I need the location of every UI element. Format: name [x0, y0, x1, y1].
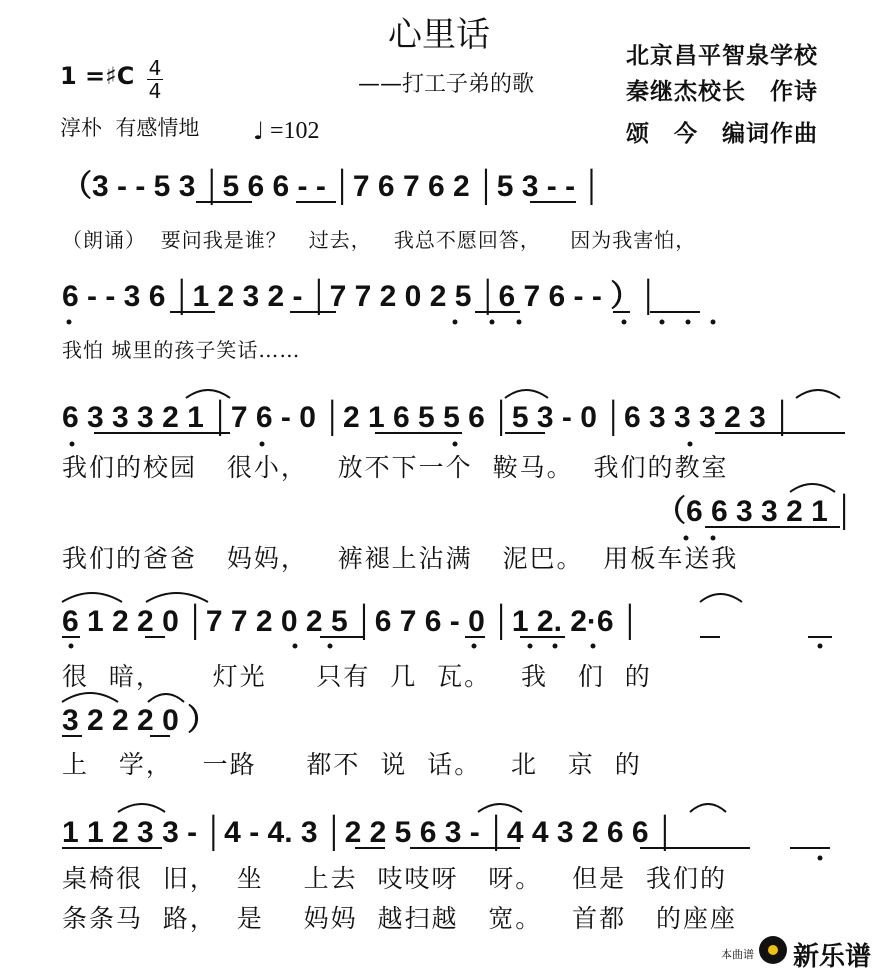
octave-dot — [818, 644, 823, 649]
slur-mark — [62, 693, 118, 702]
octave-dot — [260, 442, 265, 447]
slur-mark — [478, 804, 522, 812]
slur-mark — [690, 804, 726, 812]
octave-dot — [684, 536, 689, 541]
expression-marking: 淳朴 有感情地 — [60, 116, 200, 140]
octave-dot — [711, 536, 716, 541]
octave-dot — [67, 320, 72, 325]
octave-dot — [688, 442, 693, 447]
publisher-name: 新乐谱 — [793, 942, 872, 968]
song-subtitle: ——打工子弟的歌 — [358, 72, 535, 97]
notation-row-4: 6 1 2 2 0 │7 7 2 0 2 5 │6 7 6 - 0 │1 2. 2·6 │ — [62, 605, 641, 638]
lyric-row-3: 我们的校园 很小， 放不下一个 鞍马。 我们的教室 — [62, 453, 729, 482]
credit-line-2: 秦继杰校长 作诗 — [626, 78, 818, 105]
key-signature: 1 =♯C — [60, 62, 135, 90]
credit-line-3: 颂 今 编词作曲 — [626, 120, 818, 147]
octave-dot — [553, 644, 558, 649]
octave-dot — [293, 644, 298, 649]
slur-mark — [505, 390, 548, 398]
tempo-value: =102 — [270, 118, 320, 144]
lyric-row-6-verse-1: 桌椅很 旧， 坐 上去 吱吱呀 呀。 但是 我们的 — [62, 864, 728, 893]
quarter-note-icon: ♩ — [253, 117, 265, 145]
octave-dot — [528, 644, 533, 649]
lyric-row-5: 上 学， 一路 都不 说 话。 北 京 的 — [62, 750, 642, 779]
lyric-row-3b: 我们的爸爸 妈妈， 裤褪上沾满 泥巴。 用板车送我 — [62, 544, 739, 573]
badge-label: 本曲谱 — [721, 948, 754, 961]
song-title: 心里话 — [388, 15, 490, 55]
octave-dot — [490, 320, 495, 325]
notation-row-6: 1 1 2 3 3 - │4 - 4. 3 │2 2 5 6 3 - │4 4 3 2 6 6 │ — [62, 816, 676, 849]
notation-row-3: 6 3 3 3 2 1 │7 6 - 0 │2 1 6 5 5 6 │5 3 - 0 │6 3 3 3 2 3 │ — [62, 401, 793, 434]
slur-mark — [790, 484, 835, 492]
octave-dot — [711, 320, 716, 325]
slur-mark — [62, 593, 122, 602]
publisher-badge — [721, 934, 881, 966]
time-signature-top: 4 — [148, 56, 162, 80]
octave-dot — [328, 644, 333, 649]
octave-dot — [453, 442, 458, 447]
octave-dot — [69, 644, 74, 649]
credit-line-1: 北京昌平智泉学校 — [626, 42, 818, 69]
octave-dot — [622, 320, 627, 325]
record-disc-icon — [759, 936, 787, 964]
lyric-row-2: 我怕 城里的孩子笑话…… — [62, 338, 301, 362]
notation-row-3b: （6 6 3 3 2 1 │ — [656, 495, 855, 528]
time-signature-bottom: 4 — [148, 79, 162, 103]
octave-dot — [818, 856, 823, 861]
octave-dot — [686, 320, 691, 325]
octave-dot — [591, 644, 596, 649]
slur-mark — [118, 804, 165, 812]
lyric-row-6-verse-2: 条条马 路， 是 妈妈 越扫越 宽。 首都 的座座 — [62, 904, 737, 933]
lyric-row-1: （朗诵） 要问我是谁？ 过去， 我总不愿回答， 因为我害怕， — [62, 228, 697, 252]
slur-mark — [700, 594, 742, 602]
notation-row-2: 6 - - 3 6 │1 2 3 2 - │7 7 2 0 2 5 │6 7 6 - - ）│ — [62, 280, 659, 313]
octave-dot — [453, 320, 458, 325]
octave-dot — [517, 320, 522, 325]
octave-dot — [472, 644, 477, 649]
lyric-row-4: 很 暗， 灯光 只有 几 瓦。 我 们 的 — [62, 662, 652, 691]
octave-dot — [70, 442, 75, 447]
slur-mark — [186, 390, 230, 398]
notation-row-5: 3 2 2 2 0 ） — [62, 704, 218, 737]
slur-mark — [796, 390, 840, 398]
octave-dot — [660, 320, 665, 325]
slur-mark — [148, 694, 184, 702]
notation-row-1: （3 - - 5 3 │5 6 6 - - │7 6 7 6 2 │5 3 - - │ — [62, 170, 603, 203]
slur-mark — [146, 593, 208, 602]
